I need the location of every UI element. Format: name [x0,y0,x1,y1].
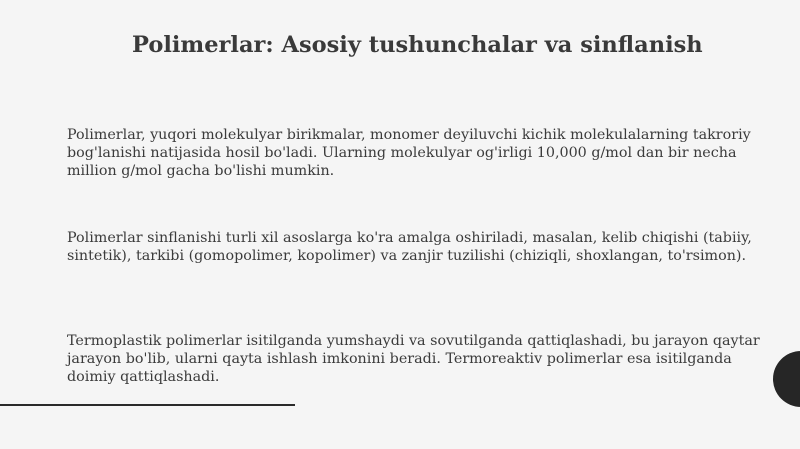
paragraph-thermoplastic: Termoplastik polimerlar isitilganda yumshaydi va sovutilganda qattiqlashadi, bu jarayon qaytar jarayon bo'lib, ularni qayta ishlash imkonini beradi. Termoreaktiv polimerlar esa isitilganda doimiy qattiqlashadi. [67,333,760,385]
decorative-divider-line [0,404,295,406]
paragraph-definition: Polimerlar, yuqori molekulyar birikmalar, monomer deyiluvchi kichik molekulalarning takroriy bog'lanishi natijasida hosil bo'ladi. Ularning molekulyar og'irligi 10,000 g/mol dan bir necha million g/mol gacha bo'lishi mumkin. [67,127,751,179]
decorative-circle [773,351,800,407]
paragraph-classification: Polimerlar sinflanishi turli xil asoslarga ko'ra amalga oshiriladi, masalan, kelib chiqishi (tabiiy, sintetik), tarkibi (gomopolimer, kopolimer) va zanjir tuzilishi (chiziqli, shoxlangan, to'rsimon). [67,230,752,264]
slide-title: Polimerlar: Asosiy tushunchalar va sinflanish [132,32,703,58]
